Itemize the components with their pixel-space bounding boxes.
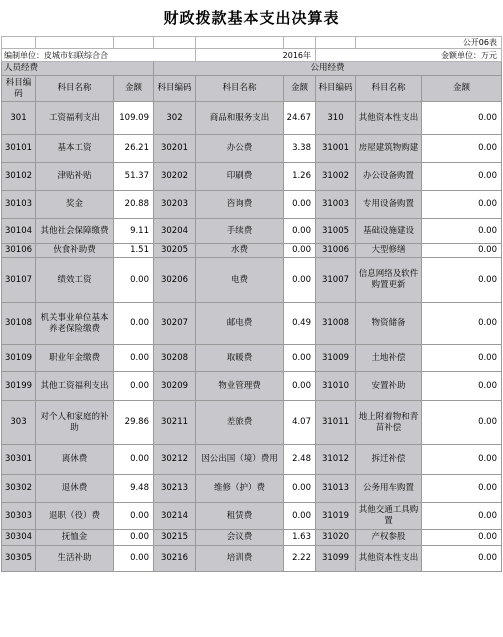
public-amount-cell: 0.00	[284, 219, 316, 244]
personnel-name-cell: 机关事业单位基本养老保险缴费	[36, 303, 114, 345]
personnel-amount-cell: 9.11	[114, 219, 154, 244]
public-amount-cell: 0.00	[284, 244, 316, 258]
table-row	[2, 546, 502, 572]
personnel-name-cell: 津贴补贴	[36, 163, 114, 191]
capital-amount-cell: 0.00	[422, 445, 502, 475]
capital-code-cell: 31020	[316, 530, 356, 546]
capital-name-cell: 专用设备购置	[356, 191, 422, 219]
capital-name-cell: 安置补助	[356, 372, 422, 401]
header-code: 科目编码	[2, 76, 36, 102]
public-code-cell: 30215	[154, 530, 196, 546]
capital-name-cell: 房屋建筑物购建	[356, 135, 422, 163]
personnel-name-cell: 工资福利支出	[36, 102, 114, 135]
personnel-code-cell: 30107	[2, 258, 36, 303]
public-name-cell: 差旅费	[196, 401, 284, 445]
capital-name-cell: 基础设施建设	[356, 219, 422, 244]
section-personnel: 人员经费	[2, 62, 154, 76]
public-amount-cell: 0.00	[284, 191, 316, 219]
public-amount-cell: 4.07	[284, 401, 316, 445]
table-row	[2, 258, 502, 303]
personnel-amount-cell: 0.00	[114, 530, 154, 546]
report-title: 财政拨款基本支出决算表	[163, 9, 340, 27]
capital-code-cell: 31002	[316, 163, 356, 191]
capital-code-cell: 31008	[316, 303, 356, 345]
header-name: 科目名称	[36, 76, 114, 102]
public-amount-cell: 2.48	[284, 445, 316, 475]
personnel-code-cell: 30301	[2, 445, 36, 475]
public-code-cell: 30203	[154, 191, 196, 219]
personnel-name-cell: 离休费	[36, 445, 114, 475]
personnel-amount-cell: 51.37	[114, 163, 154, 191]
public-name-cell: 培训费	[196, 546, 284, 572]
personnel-amount-cell: 1.51	[114, 244, 154, 258]
public-amount-cell: 0.00	[284, 258, 316, 303]
public-code-cell: 30201	[154, 135, 196, 163]
personnel-code-cell: 30199	[2, 372, 36, 401]
public-name-cell: 手续费	[196, 219, 284, 244]
table-row	[2, 244, 502, 258]
public-amount-cell: 0.00	[284, 503, 316, 530]
public-name-cell: 租赁费	[196, 503, 284, 530]
personnel-code-cell: 30303	[2, 503, 36, 530]
capital-amount-cell: 0.00	[422, 475, 502, 503]
capital-name-cell: 土地补偿	[356, 345, 422, 372]
capital-code-cell: 31006	[316, 244, 356, 258]
personnel-amount-cell: 0.00	[114, 345, 154, 372]
personnel-amount-cell: 29.86	[114, 401, 154, 445]
capital-amount-cell: 0.00	[422, 546, 502, 572]
personnel-code-cell: 30109	[2, 345, 36, 372]
public-code-cell: 30209	[154, 372, 196, 401]
header-code: 科目编码	[316, 76, 356, 102]
capital-name-cell: 物资储备	[356, 303, 422, 345]
personnel-name-cell: 基本工资	[36, 135, 114, 163]
capital-amount-cell: 0.00	[422, 219, 502, 244]
capital-code-cell: 31012	[316, 445, 356, 475]
header-name: 科目名称	[196, 76, 284, 102]
header-amount: 金额	[422, 76, 502, 102]
personnel-name-cell: 抚恤金	[36, 530, 114, 546]
capital-amount-cell: 0.00	[422, 530, 502, 546]
personnel-name-cell: 伙食补助费	[36, 244, 114, 258]
public-amount-cell: 0.00	[284, 475, 316, 503]
capital-name-cell: 产权参股	[356, 530, 422, 546]
public-code-cell: 30207	[154, 303, 196, 345]
personnel-code-cell: 303	[2, 401, 36, 445]
report-year: 2016年	[196, 49, 316, 62]
public-code-cell: 30213	[154, 475, 196, 503]
personnel-name-cell: 退职（役）费	[36, 503, 114, 530]
capital-name-cell: 其他资本性支出	[356, 102, 422, 135]
personnel-code-cell: 30103	[2, 191, 36, 219]
form-number: 公开06表	[356, 37, 502, 49]
table-row	[2, 503, 502, 530]
public-code-cell: 30212	[154, 445, 196, 475]
capital-amount-cell: 0.00	[422, 372, 502, 401]
capital-code-cell: 31013	[316, 475, 356, 503]
personnel-name-cell: 生活补助	[36, 546, 114, 572]
personnel-code-cell: 30102	[2, 163, 36, 191]
capital-name-cell: 公务用车购置	[356, 475, 422, 503]
currency-unit: 金额单位：万元	[316, 49, 502, 62]
unit-label: 编制单位：	[4, 50, 44, 60]
public-name-cell: 印刷费	[196, 163, 284, 191]
capital-code-cell: 31099	[316, 546, 356, 572]
personnel-name-cell: 对个人和家庭的补助	[36, 401, 114, 445]
personnel-code-cell: 30305	[2, 546, 36, 572]
personnel-amount-cell: 9.48	[114, 475, 154, 503]
unit-name: 皮城市妇联综合合	[44, 50, 108, 60]
capital-name-cell: 信息网络及软件购置更新	[356, 258, 422, 303]
budget-table	[1, 36, 502, 572]
public-code-cell: 30206	[154, 258, 196, 303]
personnel-amount-cell: 20.88	[114, 191, 154, 219]
unit-field	[2, 49, 196, 62]
capital-name-cell: 地上附着物和青苗补偿	[356, 401, 422, 445]
capital-name-cell: 办公设备购置	[356, 163, 422, 191]
public-amount-cell: 3.38	[284, 135, 316, 163]
public-amount-cell: 24.67	[284, 102, 316, 135]
capital-amount-cell: 0.00	[422, 345, 502, 372]
public-name-cell: 因公出国（境）费用	[196, 445, 284, 475]
table-row	[2, 445, 502, 475]
capital-code-cell: 31019	[316, 503, 356, 530]
capital-code-cell: 31001	[316, 135, 356, 163]
capital-code-cell: 31005	[316, 219, 356, 244]
section-public: 公用经费	[154, 62, 502, 76]
capital-code-cell: 31007	[316, 258, 356, 303]
public-amount-cell: 1.63	[284, 530, 316, 546]
public-name-cell: 取暖费	[196, 345, 284, 372]
capital-code-cell: 310	[316, 102, 356, 135]
public-code-cell: 30214	[154, 503, 196, 530]
personnel-amount-cell: 0.00	[114, 546, 154, 572]
table-row	[2, 219, 502, 244]
table-row	[2, 401, 502, 445]
public-name-cell: 邮电费	[196, 303, 284, 345]
personnel-name-cell: 绩效工资	[36, 258, 114, 303]
personnel-name-cell: 职业年金缴费	[36, 345, 114, 372]
capital-amount-cell: 0.00	[422, 191, 502, 219]
table-row	[2, 163, 502, 191]
public-name-cell: 维修（护）费	[196, 475, 284, 503]
public-name-cell: 电费	[196, 258, 284, 303]
public-code-cell: 30211	[154, 401, 196, 445]
table-row	[2, 303, 502, 345]
capital-code-cell: 31010	[316, 372, 356, 401]
public-code-cell: 30202	[154, 163, 196, 191]
capital-amount-cell: 0.00	[422, 258, 502, 303]
table-row	[2, 102, 502, 135]
public-code-cell: 302	[154, 102, 196, 135]
personnel-code-cell: 301	[2, 102, 36, 135]
capital-amount-cell: 0.00	[422, 503, 502, 530]
personnel-amount-cell: 26.21	[114, 135, 154, 163]
personnel-amount-cell: 0.00	[114, 503, 154, 530]
personnel-name-cell: 其他社会保障缴费	[36, 219, 114, 244]
public-name-cell: 办公费	[196, 135, 284, 163]
capital-code-cell: 31009	[316, 345, 356, 372]
public-amount-cell: 0.00	[284, 345, 316, 372]
public-code-cell: 30216	[154, 546, 196, 572]
personnel-code-cell: 30106	[2, 244, 36, 258]
table-row	[2, 530, 502, 546]
capital-code-cell: 31003	[316, 191, 356, 219]
personnel-code-cell: 30304	[2, 530, 36, 546]
capital-amount-cell: 0.00	[422, 303, 502, 345]
table-row	[2, 345, 502, 372]
capital-amount-cell: 0.00	[422, 244, 502, 258]
personnel-code-cell: 30101	[2, 135, 36, 163]
personnel-name-cell: 退休费	[36, 475, 114, 503]
public-amount-cell: 1.26	[284, 163, 316, 191]
table-row	[2, 475, 502, 503]
capital-name-cell: 大型修缮	[356, 244, 422, 258]
public-code-cell: 30208	[154, 345, 196, 372]
capital-amount-cell: 0.00	[422, 401, 502, 445]
personnel-code-cell: 30108	[2, 303, 36, 345]
capital-amount-cell: 0.00	[422, 102, 502, 135]
public-name-cell: 商品和服务支出	[196, 102, 284, 135]
table-row	[2, 372, 502, 401]
capital-code-cell: 31011	[316, 401, 356, 445]
header-amount: 金额	[284, 76, 316, 102]
public-amount-cell: 0.00	[284, 372, 316, 401]
capital-name-cell: 拆迁补偿	[356, 445, 422, 475]
personnel-amount-cell: 0.00	[114, 258, 154, 303]
header-code: 科目编码	[154, 76, 196, 102]
personnel-amount-cell: 0.00	[114, 372, 154, 401]
personnel-amount-cell: 109.09	[114, 102, 154, 135]
public-name-cell: 水费	[196, 244, 284, 258]
capital-amount-cell: 0.00	[422, 135, 502, 163]
personnel-name-cell: 奖金	[36, 191, 114, 219]
public-name-cell: 咨询费	[196, 191, 284, 219]
table-row	[2, 191, 502, 219]
capital-amount-cell: 0.00	[422, 163, 502, 191]
public-name-cell: 物业管理费	[196, 372, 284, 401]
public-code-cell: 30205	[154, 244, 196, 258]
personnel-name-cell: 其他工资福利支出	[36, 372, 114, 401]
personnel-code-cell: 30104	[2, 219, 36, 244]
public-amount-cell: 2.22	[284, 546, 316, 572]
public-code-cell: 30204	[154, 219, 196, 244]
capital-name-cell: 其他交通工具购置	[356, 503, 422, 530]
header-name: 科目名称	[356, 76, 422, 102]
personnel-amount-cell: 0.00	[114, 445, 154, 475]
table-row	[2, 135, 502, 163]
public-name-cell: 会议费	[196, 530, 284, 546]
public-amount-cell: 0.49	[284, 303, 316, 345]
header-amount: 金额	[114, 76, 154, 102]
personnel-amount-cell: 0.00	[114, 303, 154, 345]
personnel-code-cell: 30302	[2, 475, 36, 503]
capital-name-cell: 其他资本性支出	[356, 546, 422, 572]
